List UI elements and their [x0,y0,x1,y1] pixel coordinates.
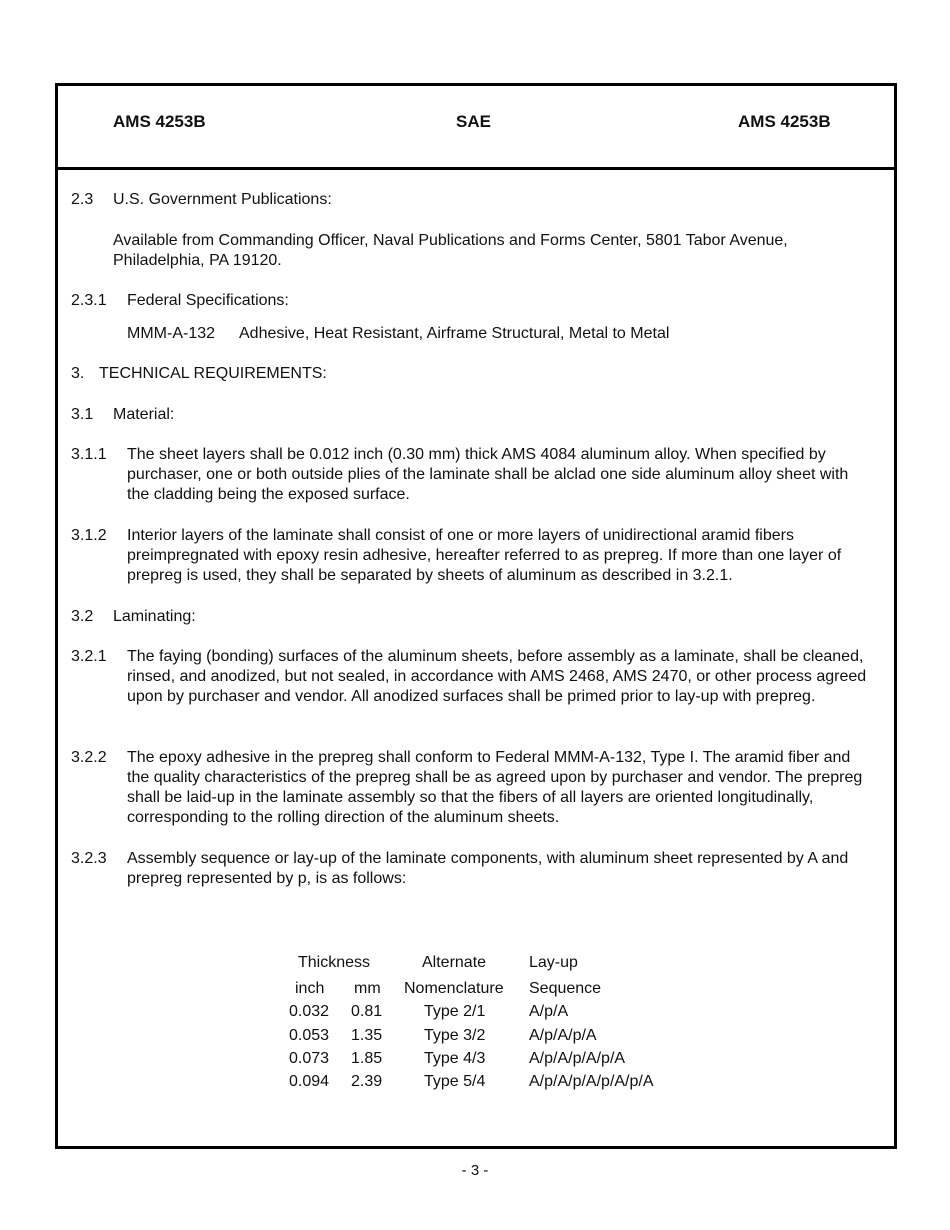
spec-description: Adhesive, Heat Resistant, Airframe Structural, Metal to Metal [239,325,670,342]
section-3-2-2-body: The epoxy adhesive in the prepreg shall conform to Federal MMM-A-132, Type I. The aramid fiber and the quality characteristics of the prepreg shall be as agreed upon by purchaser and vendor. The prepreg shall be laid-up in the laminate assembly so that the fibers of all layers are oriented longitudinally, corresponding to the rolling direction of the aluminum sheets. [127,749,863,826]
section-3-2-1-body: The faying (bonding) surfaces of the aluminum sheets, before assembly as a laminate, shall be cleaned, rinsed, and anodized, but not sealed, in accordance with AMS 2468, AMS 2470, or other process agreed upon by purchaser and vendor. All anodized surfaces shall be primed prior to lay-up with prepreg. [127,648,867,705]
table-cell-mm: 2.39 [351,1073,383,1090]
table-cell-mm: 1.85 [351,1050,383,1067]
section-2-3-number: 2.3 [71,191,94,208]
table-cell-inch: 0.053 [289,1027,330,1044]
page-frame [55,83,897,1149]
section-2-3-title: U.S. Government Publications: [113,191,332,208]
table-cell-type: Type 2/1 [424,1003,486,1020]
section-3-2-2-number: 3.2.2 [71,749,107,766]
table-cell-inch: 0.094 [289,1073,330,1090]
header-doc-id-right: AMS 4253B [738,112,831,131]
section-3-1-2-number: 3.1.2 [71,527,107,544]
table-cell-type: Type 3/2 [424,1027,486,1044]
table-cell-sequence: A/p/A/p/A/p/A/p/A [529,1073,654,1090]
table-cell-inch: 0.073 [289,1050,330,1067]
header-divider [58,167,894,170]
section-3-title: TECHNICAL REQUIREMENTS: [99,365,327,382]
table-header-alternate: Alternate [422,954,487,971]
header-doc-id-left: AMS 4253B [113,112,206,131]
section-3-1-1-number: 3.1.1 [71,446,107,463]
section-3-2-1-number: 3.2.1 [71,648,107,665]
section-3-1-title: Material: [113,406,175,423]
table-header-sequence: Sequence [529,980,602,997]
table-cell-sequence: A/p/A/p/A/p/A [529,1050,626,1067]
table-header-layup: Lay-up [529,954,578,971]
section-3-2-title: Laminating: [113,608,196,625]
section-2-3-body: Available from Commanding Officer, Naval Publications and Forms Center, 5801 Tabor Avenue, Philadelphia, PA 19120. [113,232,788,269]
table-cell-sequence: A/p/A/p/A [529,1027,597,1044]
section-3-number: 3. [71,365,85,382]
section-3-1-number: 3.1 [71,406,94,423]
table-cell-sequence: A/p/A [529,1003,569,1020]
page-number: - 3 - [461,1162,489,1179]
table-header-thickness: Thickness [298,954,371,971]
table-cell-type: Type 4/3 [424,1050,486,1067]
table-header-inch: inch [295,980,325,997]
table-cell-type: Type 5/4 [424,1073,486,1090]
table-cell-inch: 0.032 [289,1003,330,1020]
section-2-3-1-title: Federal Specifications: [127,292,289,309]
table-header-mm: mm [354,980,381,997]
section-2-3-1-number: 2.3.1 [71,292,107,309]
section-3-1-2-body: Interior layers of the laminate shall consist of one or more layers of unidirectional aramid fibers preimpregnated with epoxy resin adhesive, hereafter referred to as prepreg. If more than one layer of prepreg is used, they shall be separated by sheets of aluminum as described in 3.2.1. [127,527,842,584]
header-org: SAE [456,112,491,131]
section-3-1-1-body: The sheet layers shall be 0.012 inch (0.30 mm) thick AMS 4084 aluminum alloy. When specified by purchaser, one or both outside plies of the laminate shall be alclad one side aluminum alloy sheet with the cladding being the exposed surface. [127,446,849,503]
spec-id: MMM-A-132 [127,325,216,342]
section-3-2-number: 3.2 [71,608,94,625]
section-3-2-3-number: 3.2.3 [71,850,107,867]
table-cell-mm: 1.35 [351,1027,383,1044]
section-3-2-3-body: Assembly sequence or lay-up of the laminate components, with aluminum sheet represented by A and prepreg represented by p, is as follows: [127,850,849,887]
table-header-nomenclature: Nomenclature [404,980,504,997]
table-cell-mm: 0.81 [351,1003,383,1020]
